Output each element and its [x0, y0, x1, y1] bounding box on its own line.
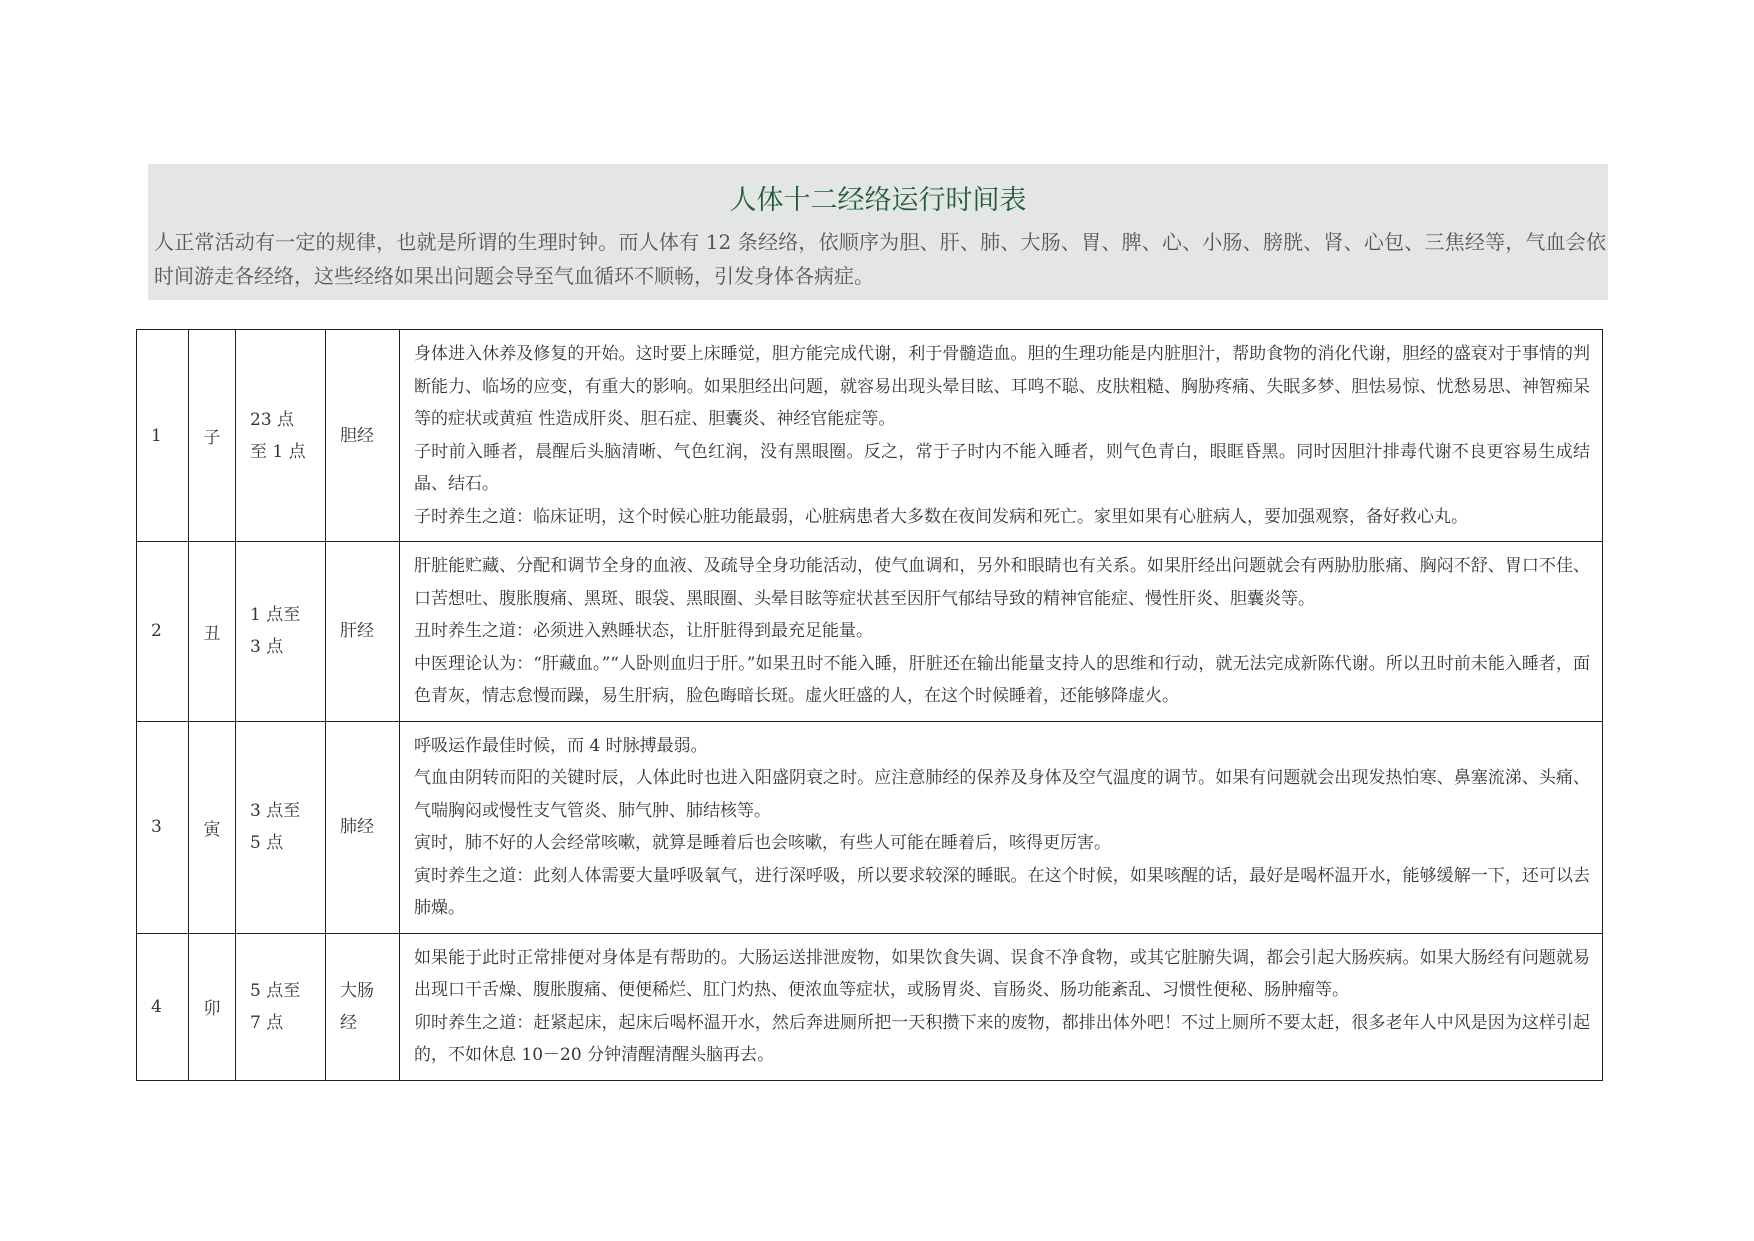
- meridian-name-line: 大肠: [340, 980, 374, 1001]
- description-cell: [400, 542, 1603, 722]
- meridian-name-cell: [326, 933, 400, 1080]
- row-number: 3: [137, 721, 189, 933]
- meridian-name-line: 肺经: [340, 817, 374, 837]
- earthly-branch-cell: 寅: [189, 721, 236, 933]
- meridian-name-cell: [326, 721, 400, 933]
- description-paragraph: 丑时养生之道：必须进入熟睡状态，让肝脏得到最充足能量。: [414, 621, 873, 641]
- description-paragraph: 身体进入休养及修复的开始。这时要上床睡觉，胆方能完成代谢，利于骨髓造血。胆的生理功能是内脏胆汁，帮助食物的消化代谢，胆经的盛衰对于事情的判断能力、临场的应变，有重大的影响。如果胆经出问题，就容易出现头晕目眩、耳鸣不聪、皮肤粗糙、胸胁疼痛、失眠多梦、胆怯易惊、忧愁易思、神智痴呆等的症状或黄疸 性造成肝炎、胆石症、胆囊炎、神经官能症等。: [414, 344, 1590, 429]
- row-number: 2: [137, 542, 189, 722]
- row-number: 4: [137, 933, 189, 1080]
- time-range-line: 1 点至: [250, 605, 301, 626]
- meridian-name-cell: [326, 330, 400, 542]
- document-intro: 人正常活动有一定的规律，也就是所谓的生理时钟。而人体有 12 条经络，依顺序为胆、肝、肺、大肠、胃、脾、心、小肠、膀胱、肾、心包、三焦经等，气血会依时间游走各经络，这些经络如果出问题会导至气血循环不顺畅，引发身体各病症。: [154, 230, 1606, 288]
- time-range-cell: [236, 721, 326, 933]
- meridian-name-line: 肝经: [340, 621, 374, 642]
- description-paragraph: 子时养生之道：临床证明，这个时候心脏功能最弱，心脏病患者大多数在夜间发病和死亡。家里如果有心脏病人，要加强观察，备好救心丸。: [414, 506, 1468, 527]
- meridian-name-line: 经: [340, 1012, 357, 1033]
- earthly-branch-cell: 卯: [189, 933, 236, 1080]
- time-range-line: 5 点: [250, 833, 284, 853]
- description-paragraph: 卯时养生之道：赶紧起床，起床后喝杯温开水，然后奔进厕所把一天积攒下来的废物，都排出体外吧！不过上厕所不要太赶，很多老年人中风是因为这样引起的，不如休息 10－20 分钟清醒清醒头脑再去。: [414, 1012, 1590, 1065]
- time-range-line: 23 点: [250, 409, 295, 430]
- description-paragraph: 肝脏能贮藏、分配和调节全身的血液、及疏导全身功能活动，使气血调和，另外和眼睛也有关系。如果肝经出问题就会有两胁肋胀痛、胸闷不舒、胃口不佳、口苦想吐、腹胀腹痛、黑斑、眼袋、黑眼圈、头晕目眩等症状甚至因肝气郁结导致的精神官能症、慢性肝炎、胆囊炎等。: [414, 556, 1590, 609]
- time-range-line: 至 1 点: [250, 441, 306, 462]
- description-paragraph: 寅时养生之道：此刻人体需要大量呼吸氧气，进行深呼吸，所以要求较深的睡眠。在这个时候，如果咳醒的话，最好是喝杯温开水，能够缓解一下，还可以去肺燥。: [414, 865, 1590, 918]
- table-body: [137, 330, 1603, 1081]
- table-row: [137, 542, 1603, 722]
- row-number: 1: [137, 330, 189, 542]
- meridian-name-line: 胆经: [340, 425, 374, 446]
- time-range-line: 7 点: [250, 1012, 284, 1033]
- time-range-line: 3 点至: [250, 801, 301, 821]
- header-box: [148, 164, 1608, 300]
- table-row: [137, 330, 1603, 542]
- description-cell: [400, 330, 1603, 542]
- earthly-branch-cell: 子: [189, 330, 236, 542]
- document-title: 人体十二经络运行时间表: [729, 185, 1027, 216]
- table-row: [137, 933, 1603, 1080]
- time-range-line: 5 点至: [250, 980, 301, 1001]
- description-paragraph: 气血由阴转而阳的关键时辰，人体此时也进入阳盛阴衰之时。应注意肺经的保养及身体及空气温度的调节。如果有问题就会出现发热怕寒、鼻塞流涕、头痛、气喘胸闷或慢性支气管炎、肺气肿、肺结核等。: [414, 768, 1590, 821]
- description-paragraph: 中医理论认为：“肝藏血。”“人卧则血归于肝。”如果丑时不能入睡，肝脏还在输出能量支持人的思维和行动，就无法完成新陈代谢。所以丑时前未能入睡者，面色青灰，情志怠慢而躁，易生肝病，脸色晦暗长斑。虚火旺盛的人，在这个时候睡着，还能够降虚火。: [414, 653, 1590, 706]
- time-range-cell: [236, 330, 326, 542]
- description-cell: [400, 721, 1603, 933]
- time-range-cell: [236, 933, 326, 1080]
- description-paragraph: 呼吸运作最佳时候，而 4 时脉搏最弱。: [414, 735, 708, 756]
- description-paragraph: 如果能于此时正常排便对身体是有帮助的。大肠运送排泄废物，如果饮食失调、误食不净食物，或其它脏腑失调，都会引起大肠疾病。如果大肠经有问题就易出现口干舌燥、腹胀腹痛、便便稀烂、肛门灼热、便浓血等症状，或肠胃炎、盲肠炎、肠功能紊乱、习惯性便秘、肠肿瘤等。: [414, 947, 1590, 1000]
- meridian-name-cell: [326, 542, 400, 722]
- time-range-line: 3 点: [250, 637, 284, 658]
- table-row: [137, 721, 1603, 933]
- meridian-schedule-table: [136, 329, 1603, 1081]
- description-paragraph: 子时前入睡者，晨醒后头脑清晰、气色红润，没有黑眼圈。反之，常于子时内不能入睡者，则气色青白，眼眶昏黑。同时因胆汁排毒代谢不良更容易生成结晶、结石。: [414, 441, 1590, 494]
- description-cell: [400, 933, 1603, 1080]
- description-paragraph: 寅时，肺不好的人会经常咳嗽，就算是睡着后也会咳嗽，有些人可能在睡着后，咳得更厉害。: [414, 833, 1111, 853]
- time-range-cell: [236, 542, 326, 722]
- earthly-branch-cell: 丑: [189, 542, 236, 722]
